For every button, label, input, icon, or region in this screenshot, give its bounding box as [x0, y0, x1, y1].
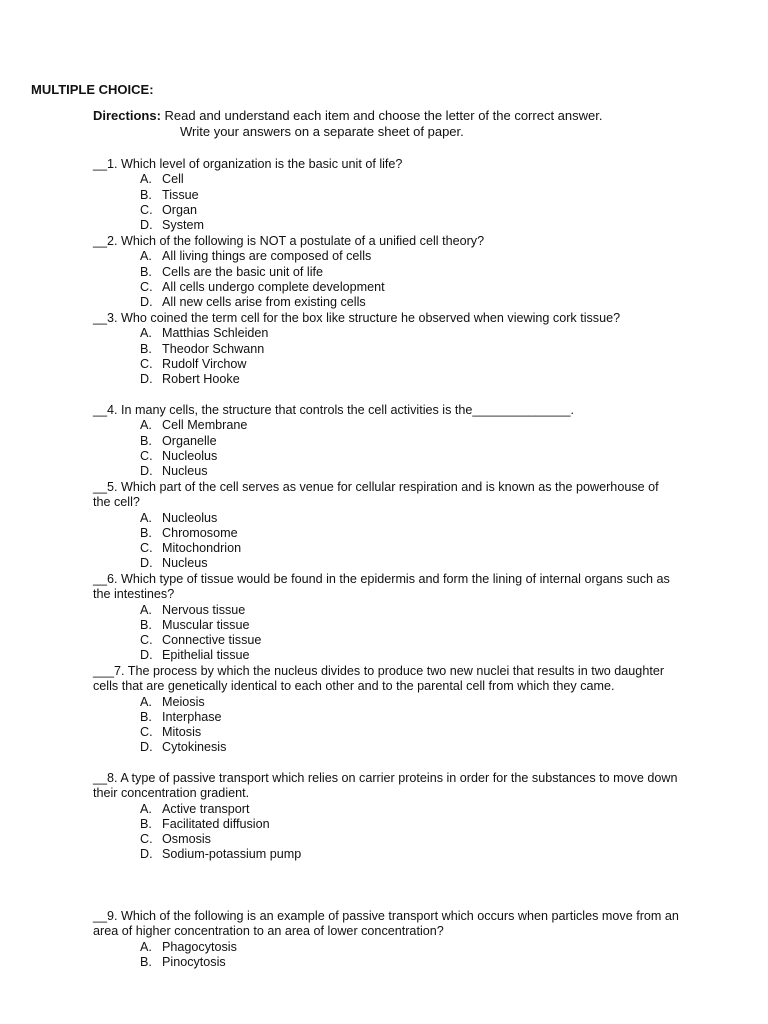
question-6	[93, 572, 679, 664]
option-text: Tissue	[162, 187, 199, 202]
option-text: Nucleus	[162, 464, 208, 479]
option-text: Epithelial tissue	[162, 648, 250, 663]
option-letter: D.	[140, 372, 153, 387]
question-text: __2. Which of the following is NOT a postulate of a unified cell theory?	[93, 234, 485, 248]
answer-option	[93, 295, 679, 310]
option-text: Nucleolus	[162, 448, 218, 463]
option-letter: B.	[140, 525, 152, 540]
answer-option	[93, 802, 679, 817]
option-letter: B.	[140, 433, 152, 448]
option-letter: A.	[140, 694, 152, 709]
option-letter: A.	[140, 418, 152, 433]
option-text: Robert Hooke	[162, 372, 240, 387]
option-text: System	[162, 218, 204, 233]
answer-options	[93, 326, 679, 387]
question-4	[93, 403, 679, 479]
answer-option	[93, 832, 679, 847]
answer-options	[93, 511, 679, 572]
option-letter: B.	[140, 816, 152, 831]
question-text: ___7. The process by which the nucleus divides to produce two new nuclei that results in two daughter cells that are genetically identical to each other and to the parental cell from which they came.	[93, 664, 665, 694]
option-letter: C.	[140, 448, 153, 463]
option-text: Sodium-potassium pump	[162, 847, 302, 862]
option-letter: D.	[140, 847, 153, 862]
answer-options	[93, 802, 679, 863]
option-text: Cytokinesis	[162, 740, 227, 755]
option-text: Cell Membrane	[162, 418, 248, 433]
answer-option	[93, 725, 679, 740]
question-text: __1. Which level of organization is the basic unit of life?	[93, 157, 403, 171]
option-letter: A.	[140, 249, 152, 264]
answer-option	[93, 249, 679, 264]
question-text: __6. Which type of tissue would be found in the epidermis and form the lining of internal organs such as the intestines?	[93, 572, 670, 602]
answer-option	[93, 357, 679, 372]
question-2	[93, 234, 679, 310]
answer-options	[93, 418, 679, 479]
answer-option	[93, 449, 679, 464]
answer-option	[93, 218, 679, 233]
answer-option	[93, 265, 679, 280]
option-letter: B.	[140, 709, 152, 724]
answer-option	[93, 740, 679, 755]
option-text: Cell	[162, 172, 184, 187]
option-text: Muscular tissue	[162, 617, 250, 632]
option-letter: B.	[140, 264, 152, 279]
option-text: Nucleolus	[162, 510, 218, 525]
option-text: Nucleus	[162, 556, 208, 571]
option-letter: D.	[140, 740, 153, 755]
section-heading: MULTIPLE CHOICE:	[31, 82, 154, 97]
option-letter: C.	[140, 356, 153, 371]
question-text: __8. A type of passive transport which relies on carrier proteins in order for the substances to move down their concentration gradient.	[93, 771, 678, 801]
answer-options	[93, 695, 679, 756]
answer-option	[93, 648, 679, 663]
question-7	[93, 664, 679, 756]
question-text: __3. Who coined the term cell for the box like structure he observed when viewing cork tissue?	[93, 311, 621, 325]
option-letter: C.	[140, 832, 153, 847]
option-text: Nervous tissue	[162, 602, 246, 617]
option-text: All living things are composed of cells	[162, 249, 372, 264]
option-letter: C.	[140, 202, 153, 217]
option-letter: A.	[140, 326, 152, 341]
option-letter: D.	[140, 218, 153, 233]
option-text: Mitochondrion	[162, 541, 242, 556]
option-text: Facilitated diffusion	[162, 816, 270, 831]
option-text: Rudolf Virchow	[162, 356, 247, 371]
directions-line-1: Read and understand each item and choose the letter of the correct answer.	[164, 108, 603, 123]
answer-option	[93, 511, 679, 526]
option-text: Mitosis	[162, 725, 202, 740]
option-letter: C.	[140, 541, 153, 556]
option-text: Organ	[162, 202, 198, 217]
option-text: Matthias Schleiden	[162, 326, 269, 341]
option-letter: A.	[140, 510, 152, 525]
option-text: Connective tissue	[162, 633, 262, 648]
option-letter: B.	[140, 341, 152, 356]
answer-option	[93, 280, 679, 295]
answer-option	[93, 633, 679, 648]
option-letter: C.	[140, 279, 153, 294]
answer-option	[93, 955, 679, 970]
option-text: All cells undergo complete development	[162, 279, 385, 294]
directions-label: Directions:	[93, 108, 161, 123]
answer-option	[93, 326, 679, 341]
option-letter: B.	[140, 187, 152, 202]
option-letter: D.	[140, 648, 153, 663]
answer-option	[93, 203, 679, 218]
answer-option	[93, 556, 679, 571]
option-letter: A.	[140, 172, 152, 187]
answer-option	[93, 817, 679, 832]
option-letter: A.	[140, 602, 152, 617]
answer-option	[93, 603, 679, 618]
question-text: __9. Which of the following is an example of passive transport which occurs when particles move from an area of higher concentration to an area of lower concentration?	[93, 909, 679, 939]
answer-option	[93, 618, 679, 633]
option-text: All new cells arise from existing cells	[162, 295, 366, 310]
answer-option	[93, 464, 679, 479]
option-letter: C.	[140, 725, 153, 740]
option-letter: B.	[140, 617, 152, 632]
answer-option	[93, 188, 679, 203]
question-text: __4. In many cells, the structure that controls the cell activities is the______________.	[93, 403, 574, 417]
option-text: Pinocytosis	[162, 954, 226, 969]
question-text: __5. Which part of the cell serves as venue for cellular respiration and is known as the powerhouse of the cell?	[93, 480, 659, 510]
option-text: Interphase	[162, 709, 222, 724]
answer-option	[93, 372, 679, 387]
option-text: Meiosis	[162, 694, 205, 709]
answer-option	[93, 710, 679, 725]
question-8	[93, 771, 679, 863]
option-letter: B.	[140, 954, 152, 969]
answer-option	[93, 172, 679, 187]
answer-option	[93, 541, 679, 556]
answer-option	[93, 695, 679, 710]
question-9	[93, 909, 679, 970]
option-letter: A.	[140, 939, 152, 954]
answer-options	[93, 940, 679, 971]
question-3	[93, 311, 679, 387]
option-text: Osmosis	[162, 832, 211, 847]
option-text: Theodor Schwann	[162, 341, 265, 356]
answer-option	[93, 342, 679, 357]
option-letter: D.	[140, 464, 153, 479]
option-text: Chromosome	[162, 525, 238, 540]
answer-options	[93, 603, 679, 664]
option-text: Active transport	[162, 801, 250, 816]
option-text: Organelle	[162, 433, 217, 448]
answer-option	[93, 940, 679, 955]
option-letter: A.	[140, 801, 152, 816]
option-text: Cells are the basic unit of life	[162, 264, 324, 279]
option-letter: C.	[140, 633, 153, 648]
answer-options	[93, 249, 679, 310]
option-text: Phagocytosis	[162, 939, 237, 954]
answer-option	[93, 434, 679, 449]
answer-options	[93, 172, 679, 233]
directions	[93, 108, 675, 139]
option-letter: D.	[140, 556, 153, 571]
answer-option	[93, 526, 679, 541]
answer-option	[93, 847, 679, 862]
directions-line-2: Write your answers on a separate sheet of paper.	[180, 123, 464, 139]
question-1	[93, 157, 679, 233]
option-letter: D.	[140, 295, 153, 310]
question-5	[93, 480, 679, 572]
answer-option	[93, 418, 679, 433]
